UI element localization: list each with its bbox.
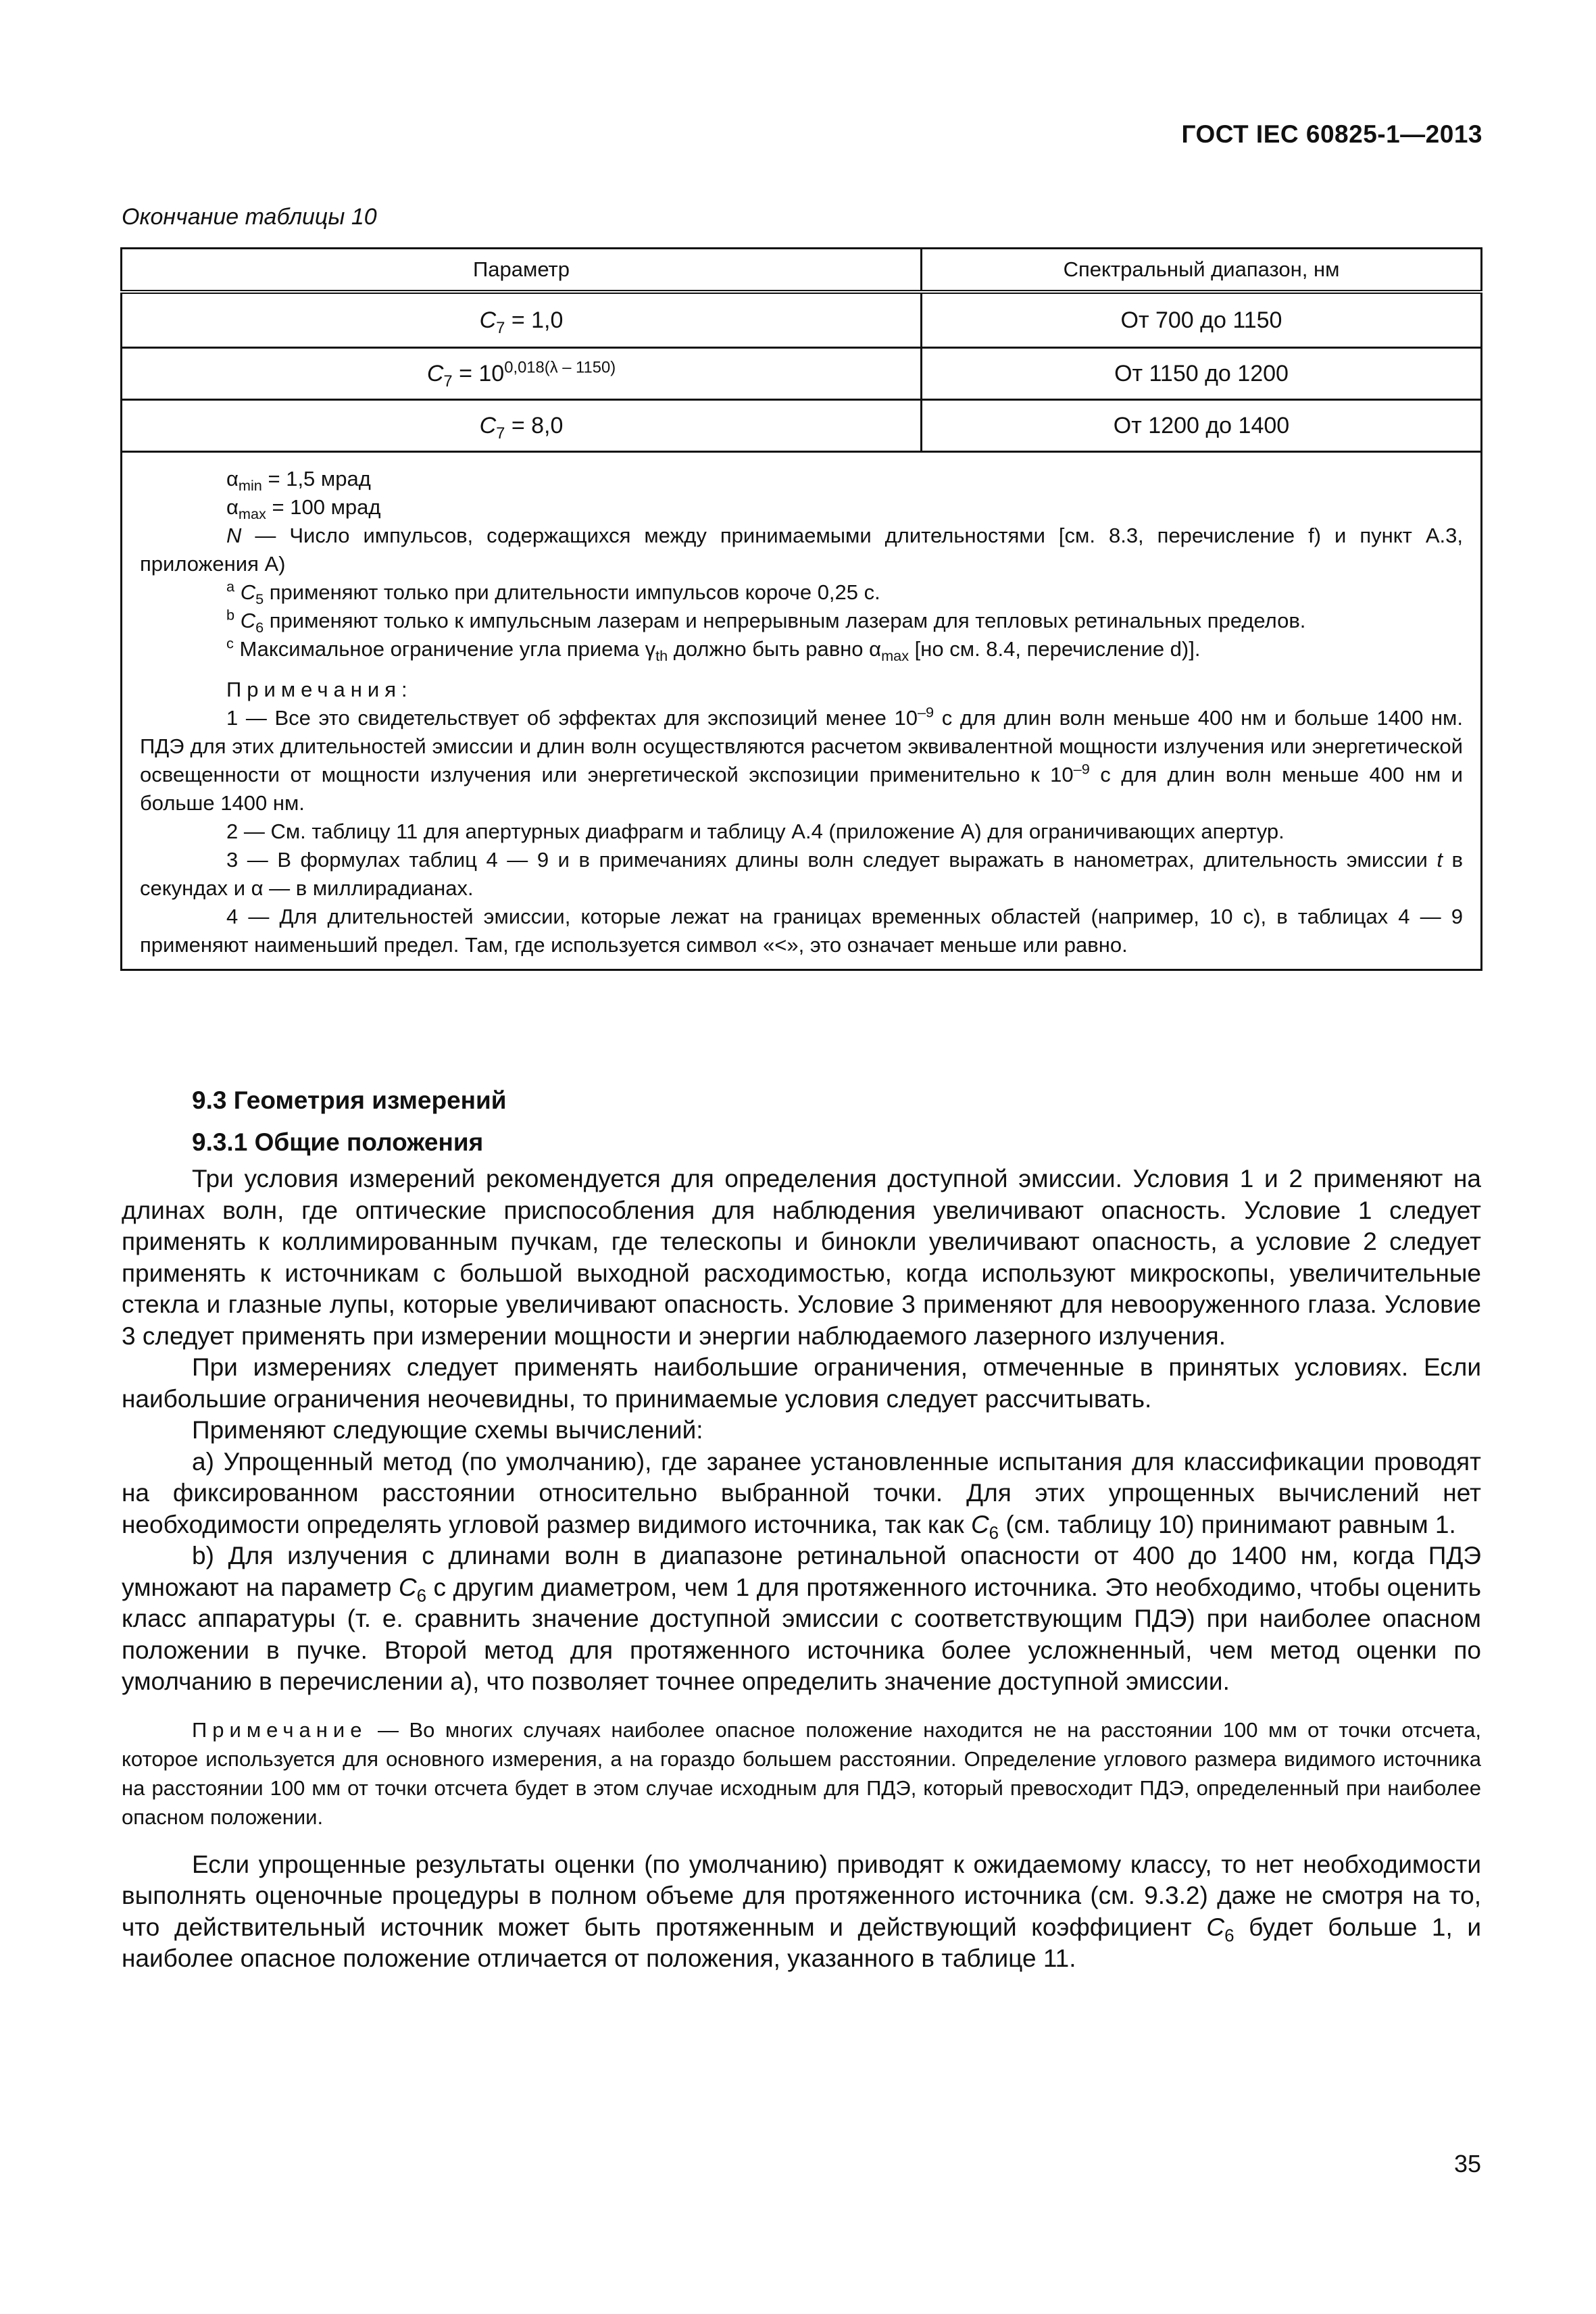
table-row: [122, 400, 1482, 452]
subsection-heading: 9.3.1 Общие положения: [192, 1128, 484, 1156]
footnote-c: $^c$ Максимальное ограничение угла приема $\gamma_{th}$ должно быть равно $\alpha_{max}$ [но см. 8.4, перечисление d)].: [226, 634, 1201, 665]
paragraph: Применяют следующие схемы вычислений:: [192, 1416, 703, 1444]
parameter-cell: $C_7 = 1,0$: [122, 292, 922, 348]
range-cell: От 1150 до 1200: [922, 348, 1482, 400]
note-label: Примечание: [192, 1717, 368, 1742]
range-cell: От 1200 до 1400: [922, 400, 1482, 452]
parameter-cell: $C_7 = 10^{0,018(\lambda - 1150)}$: [122, 348, 922, 400]
paragraph-item-b: b) Для излучения с длинами волн в диапазоне ретинальной опасности от 400 до 1400 нм, когда ПДЭ умножают на параметр $C_6$ с другим диаметром, чем 1 для протяженного источника. Это необходимо, чтобы оценить класс аппаратуры (т. е. сравнить значение доступной эмиссии с соответствующим ПДЭ) при наиболее опасном положении в пучке. Второй метод для протяженного источника более усложненный, чем метод оценки по умолчанию в перечислении а), что позволяет точнее определить значение доступной эмиссии.: [122, 1542, 1481, 1695]
remark-1: 1 — Все это свидетельствует об эффектах для экспозиций менее $10^{-9}$ с для длин волн меньше 400 нм и больше 1400 нм. ПДЭ для этих длительностей эмиссии и длин волн осуществляются расчетом эквивалентной мощности излучения или энергетической освещенности от мощности излучения или энергетической экспозиции применительно к $10^{-9}$ с для длин волн меньше 400 нм и больше 1400 нм.: [140, 703, 1463, 815]
remarks-title: Примечания:: [226, 678, 413, 701]
table-header-row: [122, 249, 1482, 293]
alpha-max-line: $\alpha_{max} = 100$ мрад: [226, 495, 381, 523]
table-row: [122, 348, 1482, 400]
parameters-table: [120, 247, 1482, 971]
alpha-min-line: $\alpha_{min} = 1,5$ мрад: [226, 467, 371, 495]
paragraph: Если упрощенные результаты оценки (по умолчанию) приводят к ожидаемому классу, то нет необходимости выполнять оценочные процедуры в полном объеме для протяженного источника (см. 9.3.2) даже не смотря на то, что действительный источник может быть протяженным и действующий коэффициент $C_6$ будет больше 1, и наиболее опасное положение отличается от положения, указанного в таблице 11.: [122, 1850, 1482, 1972]
table-row: [122, 292, 1482, 348]
remark-3: 3 — В формулах таблиц 4 — 9 и в примечаниях длины волн следует выражать в нанометрах, длительность эмиссии t в секундах и α — в миллирадианах.: [140, 848, 1463, 900]
page-number: 35: [1453, 2150, 1481, 2178]
column-header-spectral-range: Спектральный диапазон, нм: [922, 249, 1482, 293]
note-paragraph: Примечание — Во многих случаях наиболее опасное положение находится не на расстоянии 100 мм от точки отсчета, которое используется для основного измерения, а на гораздо большем расстоянии. Определение углового размера видимого источника на расстоянии 100 мм от точки отсчета будет в этом случае исходным для ПДЭ, который превосходит ПДЭ, определенный при наиболее опасном положении.: [122, 1717, 1481, 1829]
footnote-a: $^a$ $C_5$ применяют только при длительности импульсов короче 0,25 с.: [226, 578, 880, 608]
section-body: [122, 1080, 1481, 1975]
remark-4: 4 — Для длительностей эмиссии, которые лежат на границах временных областей (например, 10 с), в таблицах 4 — 9 применяют наименьший предел. Там, где используется символ «<», это означает меньше или равно.: [140, 905, 1463, 957]
table-caption: Окончание таблицы 10: [122, 204, 377, 230]
paragraph: При измерениях следует применять наибольшие ограничения, отмеченные в принятых условиях. Если наибольшие ограничения неочевидны, то принимаемые условия следует рассчитывать.: [122, 1353, 1481, 1413]
column-header-parameter: Параметр: [122, 249, 922, 293]
parameter-cell: $C_7 = 8,0$: [122, 400, 922, 452]
footnote-b: $^b$ $C_6$ применяют только к импульсным лазерам и непрерывным лазерам для тепловых ретинальных пределов.: [226, 606, 1306, 636]
document-designation: ГОСТ IEC 60825-1—2013: [1181, 120, 1482, 148]
remark-2: 2 — См. таблицу 11 для апертурных диафрагм и таблицу А.4 (приложение А) для ограничивающих апертур.: [226, 820, 1285, 843]
table-notes: [122, 452, 1482, 970]
range-cell: От 700 до 1150: [922, 292, 1482, 348]
section-heading: 9.3 Геометрия измерений: [192, 1086, 507, 1114]
paragraph-item-a: a) Упрощенный метод (по умолчанию), где заранее установленные испытания для классификации проводят на фиксированном расстоянии относительно выбранной точки. Для этих упрощенных вычислений нет необходимости определять угловой размер видимого источника, так как $C_6$ (см. таблицу 10) принимают равным 1.: [122, 1447, 1481, 1542]
n-definition: N — Число импульсов, содержащихся между принимаемыми длительностями [см. 8.3, перечисление f) и пункт А.3, приложения А): [140, 524, 1463, 576]
table-notes-row: [122, 452, 1482, 970]
paragraph: Три условия измерений рекомендуется для определения доступной эмиссии. Условия 1 и 2 применяют на длинах волн, где оптические приспособления для наблюдения увеличивают опасность. Условие 1 следует применять к коллимированным пучкам, где телескопы и бинокли увеличивают опасность, а условие 2 следует применять к источникам с большой выходной расходимостью, когда используют микроскопы, увеличительные стекла и глазные лупы, которые увеличивают опасность. Условие 3 применяют для невооруженного глаза. Условие 3 следует применять при измерении мощности и энергии наблюдаемого лазерного излучения.: [122, 1165, 1481, 1350]
